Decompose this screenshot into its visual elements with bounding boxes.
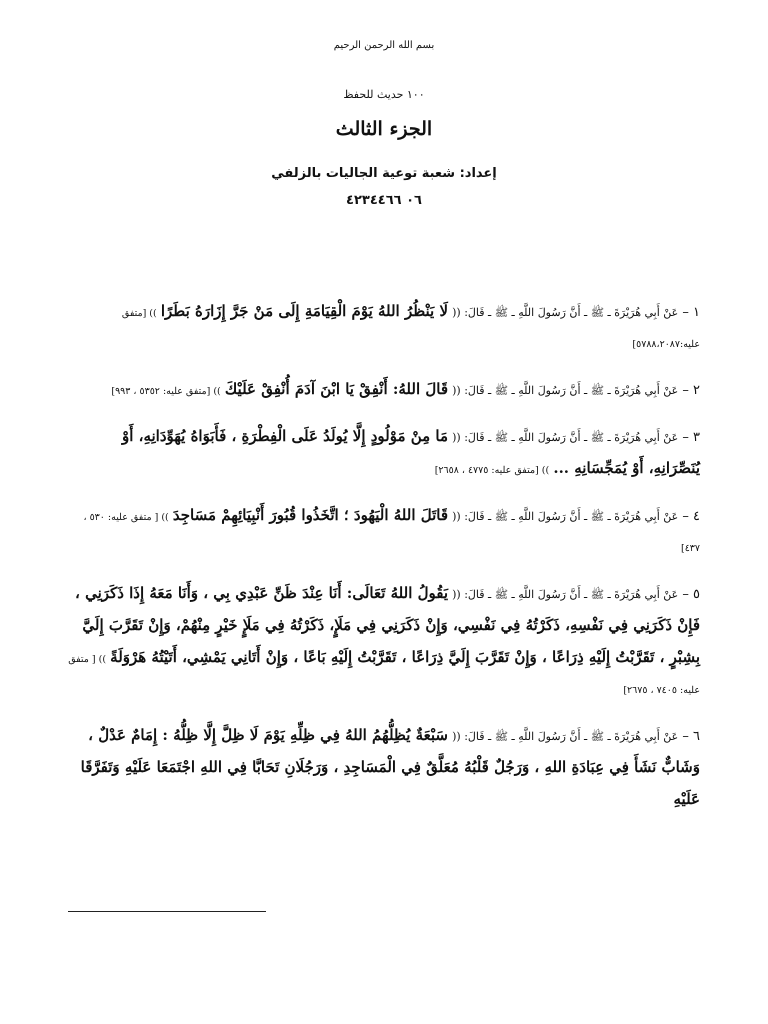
hadith-text: قَاتَلَ اللهُ الْيَهُودَ ؛ اتَّخَذُوا قُبُورَ أَنْبِيَائِهِمْ مَسَاجِدَ [172,506,448,524]
hadith-item [68,374,700,407]
hadith-item [68,720,700,816]
hadith-number: ٥ – [682,587,700,602]
prepared-by: إعداد: شعبة توعية الجاليات بالزلفي [271,166,497,181]
hadith-text: سَبْعَةٌ يُظِلُّهُمُ اللهُ فِي ظِلِّهِ يَوْمَ لَا ظِلَّ إِلَّا ظِلُّهُ : إِمَامٌ عَدْلٌ ، وَشَابٌّ نَشَأَ فِي عِبَادَةِ اللهِ ، وَرَجُلٌ قَلْبُهُ مُعَلَّقٌ فِي الْمَسَاجِدِ ، وَرَجُلَانِ تَحَابَّا فِي اللهِ اجْتَمَعَا عَلَيْهِ وَتَفَرَّقَا عَلَيْهِ [80,726,700,808]
hadith-isnad: عَنْ أَبِي هُرَيْرَةَ ـ ﷺ ـ أَنَّ رَسُولَ اللَّهِ ـ ﷺ ـ قَالَ: (( [452,588,679,601]
hadith-text: قَالَ اللهُ: أَنْفِقْ يَا ابْنَ آدَمَ أُنْفِقْ عَلَيْكَ [224,380,448,398]
hadith-text: مَا مِنْ مَوْلُودٍ إِلَّا يُولَدُ عَلَى الْفِطْرَةِ ، فَأَبَوَاهُ يُهَوِّدَانِهِ، أَوْ يُنَصِّرَانِهِ، أَوْ يُمَجِّسَانِهِ ... [121,427,700,477]
hadith-isnad: عَنْ أَبِي هُرَيْرَةَ ـ ﷺ ـ أَنَّ رَسُولَ اللَّهِ ـ ﷺ ـ قَالَ: (( [452,730,679,743]
basmala: بسم الله الرحمن الرحيم [333,40,435,51]
hadith-isnad: عَنْ أَبِي هُرَيْرَةَ ـ ﷺ ـ أَنَّ رَسُولَ اللَّهِ ـ ﷺ ـ قَالَ: (( [452,510,679,523]
hadith-number: ٢ – [682,383,700,398]
hadith-reference: )) [متفق عليه:٥٧٨٨،٢٠٨٧] [121,308,700,350]
hadith-isnad: عَنْ أَبِي هُرَيْرَةَ ـ ﷺ ـ أَنَّ رَسُولَ اللَّهِ ـ ﷺ ـ قَالَ: (( [452,306,679,319]
document-subtitle: ١٠٠ حديث للحفظ [343,88,425,101]
hadith-item [68,578,700,706]
hadith-reference: )) [ متفق عليه: ٧٤٠٥ ، ٢٦٧٥] [68,654,700,696]
footnote-divider [68,911,266,912]
hadith-isnad: عَنْ أَبِي هُرَيْرَةَ ـ ﷺ ـ أَنَّ رَسُولَ اللَّهِ ـ ﷺ ـ قَالَ: (( [452,384,679,397]
hadith-item [68,421,700,486]
hadith-number: ٣ – [682,430,700,445]
hadith-list [68,296,700,830]
hadith-text: يَقُولُ اللهُ تَعَالَى: أَنَا عِنْدَ ظَنِّ عَبْدِي بِي ، وَأَنَا مَعَهُ إِذَا ذَكَرَنِي ، فَإِنْ ذَكَرَنِي فِي نَفْسِهِ، ذَكَرْتُهُ فِي نَفْسِي، وَإِنْ ذَكَرَنِي فِي مَلَإٍ، ذَكَرْتُهُ فِي مَلَإٍ خَيْرٍ مِنْهُمْ، وَإِنْ تَقَرَّبَ إِلَيَّ بِشِبْرٍ ، تَقَرَّبْتُ إِلَيْهِ ذِرَاعًا ، وَإِنْ تَقَرَّبَ إِلَيَّ ذِرَاعًا ، تَقَرَّبْتُ إِلَيْهِ بَاعًا ، وَإِنْ أَتَانِي يَمْشِي، أَتَيْتُهُ هَرْوَلَةً [75,584,700,666]
hadith-reference: )) [متفق عليه: ٥٣٥٢ ، ٩٩٣] [111,386,221,397]
hadith-reference: )) [ متفق عليه: ٥٣٠ ، ٤٣٧] [83,512,700,554]
hadith-text: لَا يَنْظُرُ اللهُ يَوْمَ الْقِيَامَةِ إِلَى مَنْ جَرَّ إِزَارَهُ بَطَرًا [160,302,448,320]
hadith-isnad: عَنْ أَبِي هُرَيْرَةَ ـ ﷺ ـ أَنَّ رَسُولَ اللَّهِ ـ ﷺ ـ قَالَ: (( [452,431,679,444]
hadith-number: ٦ – [682,729,700,744]
hadith-item [68,296,700,360]
hadith-item [68,500,700,564]
part-title: الجزء الثالث [335,118,433,140]
hadith-number: ١ – [682,305,700,320]
hadith-reference: )) [متفق عليه: ٤٧٧٥ ، ٢٦٥٨] [434,465,550,476]
hadith-number: ٤ – [682,509,700,524]
phone-number: ٠٦ ٤٢٣٤٤٦٦ [346,193,422,208]
